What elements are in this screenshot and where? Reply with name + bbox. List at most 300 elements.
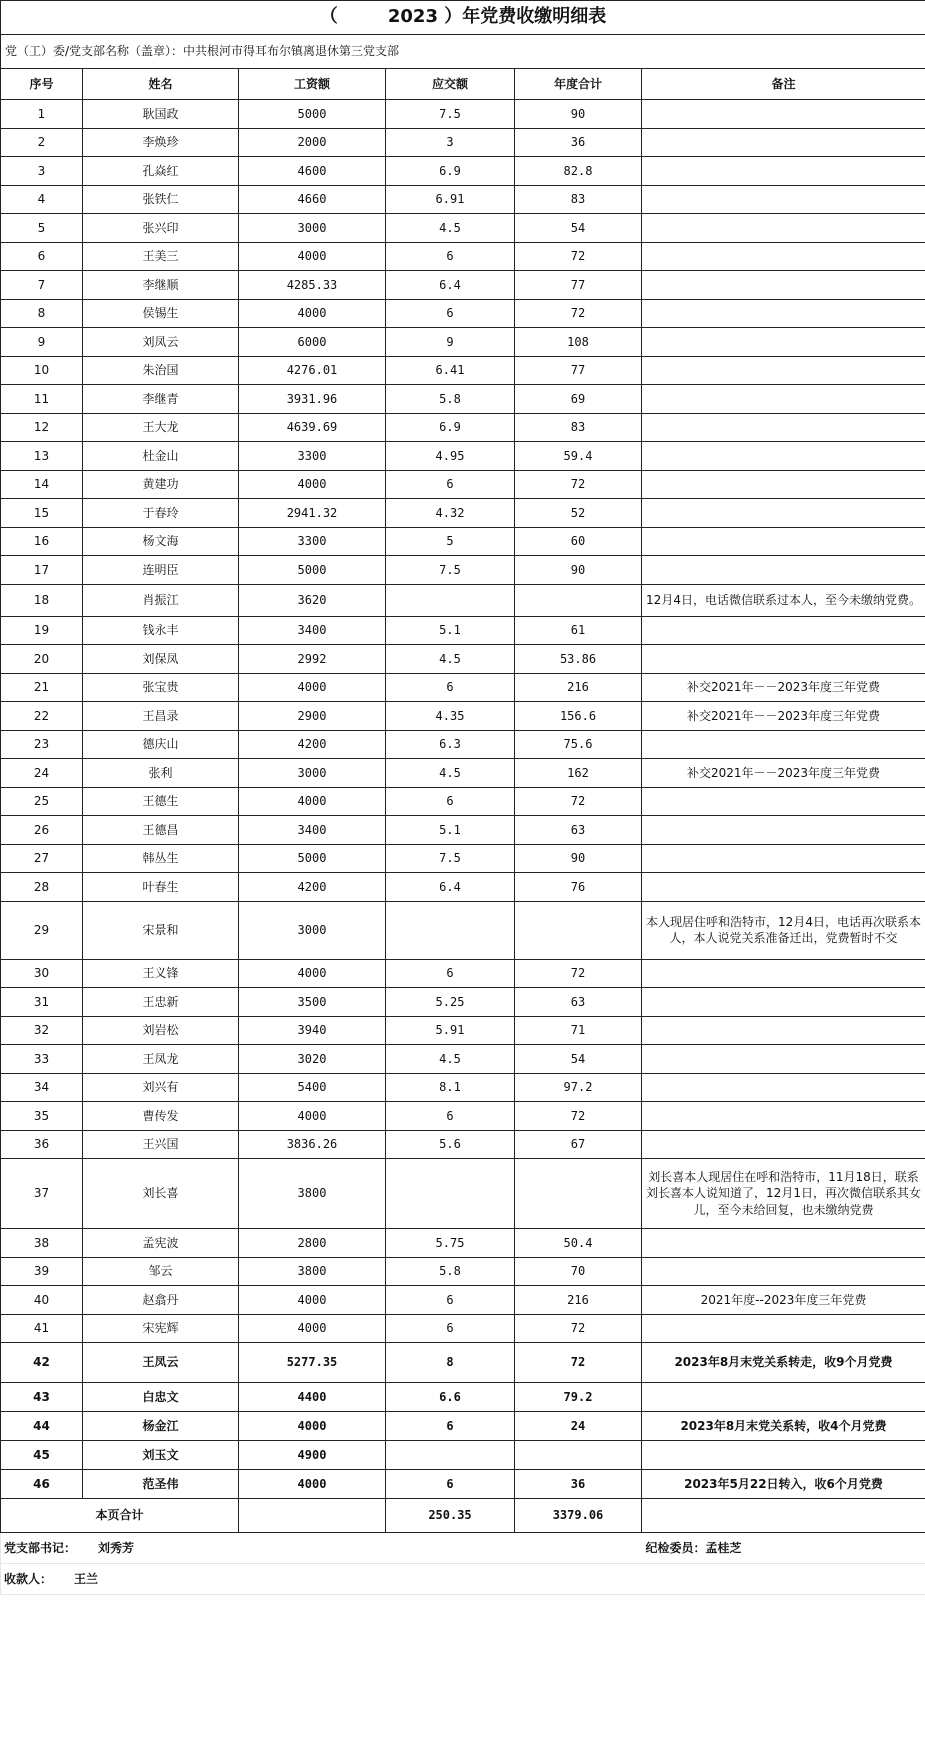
row-name: 王兴国 [83,1130,239,1159]
row-due: 6.4 [386,271,515,300]
row-total: 90 [515,844,642,873]
summary-row [1,1499,925,1533]
row-salary: 3400 [239,816,386,845]
row-due: 8 [386,1343,515,1383]
row-due: 7.5 [386,556,515,585]
row-name: 赵翕丹 [83,1286,239,1315]
row-total: 97.2 [515,1073,642,1102]
row-no: 11 [1,385,83,414]
row-note: 2023年8月末党关系转，收4个月党费 [642,1412,925,1441]
row-salary: 4285.33 [239,271,386,300]
row-due: 5.25 [386,988,515,1017]
inspector-cell [642,1533,925,1564]
row-total: 90 [515,100,642,129]
row-no: 8 [1,299,83,328]
row-no: 28 [1,873,83,902]
row-total: 216 [515,1286,642,1315]
row-note: 12月4日，电话微信联系过本人，至今未缴纳党费。 [642,584,925,616]
row-no: 40 [1,1286,83,1315]
row-no: 36 [1,1130,83,1159]
row-due: 6 [386,1412,515,1441]
row-salary: 4000 [239,1314,386,1343]
row-name: 朱治国 [83,356,239,385]
row-due: 6 [386,1286,515,1315]
row-total: 63 [515,816,642,845]
table-row [1,470,925,499]
sig-blank-2 [515,1533,642,1564]
row-name: 连明臣 [83,556,239,585]
row-total: 90 [515,556,642,585]
table-row [1,1286,925,1315]
row-salary: 4000 [239,673,386,702]
row-note [642,299,925,328]
row-total: 70 [515,1257,642,1286]
row-no: 1 [1,100,83,129]
row-salary: 3931.96 [239,385,386,414]
row-name: 宋景和 [83,901,239,959]
row-note [642,1229,925,1258]
header-no: 序号 [1,69,83,100]
row-salary: 4000 [239,470,386,499]
row-salary: 3500 [239,988,386,1017]
table-row [1,128,925,157]
row-name: 德庆山 [83,730,239,759]
row-no: 27 [1,844,83,873]
row-note [642,1257,925,1286]
row-no: 26 [1,816,83,845]
row-due: 6.91 [386,185,515,214]
summary-total: 3379.06 [515,1499,642,1533]
table-row [1,787,925,816]
row-total: 72 [515,959,642,988]
row-name: 韩丛生 [83,844,239,873]
row-note [642,1383,925,1412]
row-total: 72 [515,242,642,271]
table-row [1,702,925,731]
row-salary: 4000 [239,1102,386,1131]
row-salary: 4200 [239,730,386,759]
row-due: 5.6 [386,1130,515,1159]
row-no: 16 [1,527,83,556]
row-no: 4 [1,185,83,214]
table-row [1,1314,925,1343]
table-row [1,1016,925,1045]
row-name: 王凤龙 [83,1045,239,1074]
row-no: 42 [1,1343,83,1383]
row-note: 2021年度--2023年度三年党费 [642,1286,925,1315]
row-name: 王昌录 [83,702,239,731]
table-row [1,759,925,788]
row-note [642,988,925,1017]
row-total: 69 [515,385,642,414]
row-due: 4.35 [386,702,515,731]
row-total: 36 [515,128,642,157]
row-no: 31 [1,988,83,1017]
row-total: 72 [515,470,642,499]
row-name: 张利 [83,759,239,788]
row-due: 6 [386,1314,515,1343]
row-name: 王大龙 [83,413,239,442]
row-due: 8.1 [386,1073,515,1102]
row-total: 72 [515,299,642,328]
row-no: 12 [1,413,83,442]
secretary-label: 党支部书记： [4,1540,77,1555]
row-salary: 5000 [239,844,386,873]
row-note [642,470,925,499]
row-total: 108 [515,328,642,357]
row-salary: 3800 [239,1257,386,1286]
table-row [1,816,925,845]
sig-blank-5 [642,1564,925,1595]
table-row [1,527,925,556]
row-due: 5.91 [386,1016,515,1045]
row-due: 6 [386,470,515,499]
row-due [386,584,515,616]
row-no: 33 [1,1045,83,1074]
table-row [1,844,925,873]
row-salary: 4900 [239,1441,386,1470]
table-row [1,100,925,129]
row-salary: 3300 [239,527,386,556]
row-note [642,1102,925,1131]
row-due: 6 [386,673,515,702]
row-name: 李继青 [83,385,239,414]
row-salary: 4600 [239,157,386,186]
row-due: 5 [386,527,515,556]
row-salary: 4000 [239,1286,386,1315]
row-no: 38 [1,1229,83,1258]
row-no: 34 [1,1073,83,1102]
table-row [1,499,925,528]
row-total: 83 [515,413,642,442]
row-total: 79.2 [515,1383,642,1412]
row-no: 6 [1,242,83,271]
row-no: 5 [1,214,83,243]
row-no: 41 [1,1314,83,1343]
row-no: 20 [1,645,83,674]
row-total: 82.8 [515,157,642,186]
row-due: 5.75 [386,1229,515,1258]
row-salary: 3400 [239,616,386,645]
row-note [642,816,925,845]
row-due: 5.1 [386,816,515,845]
row-salary: 2900 [239,702,386,731]
row-salary: 2000 [239,128,386,157]
row-total: 59.4 [515,442,642,471]
table-row [1,1045,925,1074]
row-note [642,1314,925,1343]
row-due: 6.4 [386,873,515,902]
table-row [1,1441,925,1470]
row-salary: 4276.01 [239,356,386,385]
row-name: 邹云 [83,1257,239,1286]
row-total [515,1441,642,1470]
row-note [642,385,925,414]
table-row [1,988,925,1017]
table-row [1,673,925,702]
row-no: 45 [1,1441,83,1470]
header-salary: 工资额 [239,69,386,100]
row-due: 6 [386,299,515,328]
table-row [1,271,925,300]
row-no: 9 [1,328,83,357]
table-row [1,901,925,959]
table-row [1,328,925,357]
table-row [1,1159,925,1229]
row-salary: 2941.32 [239,499,386,528]
table-row [1,157,925,186]
row-note [642,959,925,988]
row-note [642,730,925,759]
row-due: 5.1 [386,616,515,645]
row-salary: 3000 [239,214,386,243]
header-name: 姓名 [83,69,239,100]
row-due: 6.6 [386,1383,515,1412]
row-name: 肖振江 [83,584,239,616]
row-note [642,214,925,243]
row-total: 77 [515,271,642,300]
row-due: 7.5 [386,844,515,873]
row-total [515,1159,642,1229]
row-name: 刘长喜 [83,1159,239,1229]
row-total: 72 [515,1343,642,1383]
row-salary: 4200 [239,873,386,902]
row-name: 王义锋 [83,959,239,988]
row-due: 4.5 [386,1045,515,1074]
table-row [1,1343,925,1383]
header-due: 应交额 [386,69,515,100]
row-salary: 5400 [239,1073,386,1102]
row-salary: 3836.26 [239,1130,386,1159]
row-due: 4.5 [386,645,515,674]
sig-blank-4 [515,1564,642,1595]
inspector-name: 孟桂芝 [705,1540,742,1555]
row-name: 刘兴有 [83,1073,239,1102]
row-due: 6.9 [386,157,515,186]
table-row [1,1229,925,1258]
row-total: 60 [515,527,642,556]
page-title: （ 2023 ）年党费收缴明细表 [1,1,925,35]
row-no: 30 [1,959,83,988]
row-no: 35 [1,1102,83,1131]
row-salary: 2992 [239,645,386,674]
row-name: 王忠新 [83,988,239,1017]
row-total [515,584,642,616]
table-row [1,645,925,674]
row-no: 19 [1,616,83,645]
row-name: 孔焱红 [83,157,239,186]
row-total: 54 [515,1045,642,1074]
summary-label: 本页合计 [1,1499,239,1533]
row-total: 61 [515,616,642,645]
row-total: 63 [515,988,642,1017]
table-row [1,584,925,616]
row-no: 44 [1,1412,83,1441]
row-salary: 4660 [239,185,386,214]
row-note [642,1016,925,1045]
row-note [642,527,925,556]
row-no: 18 [1,584,83,616]
row-due: 6 [386,787,515,816]
row-salary: 6000 [239,328,386,357]
row-total: 54 [515,214,642,243]
row-salary: 3020 [239,1045,386,1074]
signature-row-1 [1,1533,925,1564]
row-name: 曹传发 [83,1102,239,1131]
table-row [1,242,925,271]
row-note [642,645,925,674]
summary-note [642,1499,925,1533]
row-note [642,128,925,157]
row-salary: 4000 [239,1470,386,1499]
row-name: 叶春生 [83,873,239,902]
row-note [642,1441,925,1470]
row-no: 32 [1,1016,83,1045]
row-note [642,1045,925,1074]
sig-blank-3 [386,1564,515,1595]
row-no: 22 [1,702,83,731]
row-due: 4.32 [386,499,515,528]
row-note: 刘长喜本人现居住在呼和浩特市，11月18日，联系刘长喜本人说知道了，12月1日，再次微信联系其女儿，至今未给回复，也未缴纳党费 [642,1159,925,1229]
row-salary: 3620 [239,584,386,616]
row-no: 17 [1,556,83,585]
row-name: 范圣伟 [83,1470,239,1499]
row-salary: 3000 [239,901,386,959]
row-name: 王凤云 [83,1343,239,1383]
row-name: 侯锡生 [83,299,239,328]
row-name: 刘岩松 [83,1016,239,1045]
row-due: 5.8 [386,1257,515,1286]
row-due: 4.95 [386,442,515,471]
row-total: 72 [515,1102,642,1131]
table-row [1,1383,925,1412]
row-name: 李继顺 [83,271,239,300]
inspector-label: 纪检委员： [645,1540,706,1555]
row-salary: 4000 [239,959,386,988]
secretary-cell [1,1533,386,1564]
row-note [642,844,925,873]
row-total: 216 [515,673,642,702]
table-row [1,616,925,645]
row-salary: 4000 [239,299,386,328]
row-salary: 4400 [239,1383,386,1412]
row-total: 71 [515,1016,642,1045]
row-no: 29 [1,901,83,959]
row-salary: 5000 [239,556,386,585]
row-salary: 3300 [239,442,386,471]
row-name: 杜金山 [83,442,239,471]
row-name: 宋宪辉 [83,1314,239,1343]
table-row [1,730,925,759]
row-note [642,242,925,271]
row-note [642,442,925,471]
payee-cell [1,1564,386,1595]
row-salary: 3800 [239,1159,386,1229]
row-note [642,787,925,816]
row-note [642,356,925,385]
row-note: 补交2021年－－2023年度三年党费 [642,673,925,702]
org-label: 党（工）委/党支部名称（盖章）：中共根河市得耳布尔镇离退休第三党支部 [1,35,925,69]
row-due [386,1159,515,1229]
row-no: 3 [1,157,83,186]
row-name: 王美三 [83,242,239,271]
row-name: 刘保凤 [83,645,239,674]
table-row [1,385,925,414]
row-no: 37 [1,1159,83,1229]
summary-due: 250.35 [386,1499,515,1533]
row-name: 杨金江 [83,1412,239,1441]
secretary-name: 刘秀芳 [98,1540,135,1555]
row-name: 王德生 [83,787,239,816]
row-note: 2023年5月22日转入，收6个月党费 [642,1470,925,1499]
row-due: 9 [386,328,515,357]
row-no: 7 [1,271,83,300]
row-no: 2 [1,128,83,157]
table-row [1,299,925,328]
row-due: 6 [386,959,515,988]
row-total: 156.6 [515,702,642,731]
table-row [1,185,925,214]
row-due: 6.41 [386,356,515,385]
payee-name: 王兰 [74,1571,99,1586]
row-due: 6 [386,242,515,271]
row-name: 孟宪波 [83,1229,239,1258]
row-due: 6.9 [386,413,515,442]
sig-blank-1 [386,1533,515,1564]
table-row [1,1470,925,1499]
row-total: 77 [515,356,642,385]
row-salary: 3940 [239,1016,386,1045]
row-salary: 4000 [239,1412,386,1441]
row-note: 本人现居住呼和浩特市，12月4日，电话再次联系本人，本人说党关系准备迁出，党费暂时不交 [642,901,925,959]
row-name: 杨文海 [83,527,239,556]
header-note: 备注 [642,69,925,100]
row-name: 刘玉文 [83,1441,239,1470]
table-row [1,1257,925,1286]
row-due: 3 [386,128,515,157]
row-no: 43 [1,1383,83,1412]
table-row [1,1073,925,1102]
row-due: 4.5 [386,759,515,788]
row-note [642,556,925,585]
row-total: 83 [515,185,642,214]
row-total [515,901,642,959]
row-salary: 3000 [239,759,386,788]
row-name: 黄建功 [83,470,239,499]
row-name: 钱永丰 [83,616,239,645]
row-salary: 5000 [239,100,386,129]
row-name: 张铁仁 [83,185,239,214]
payee-label: 收款人： [4,1571,53,1586]
summary-salary [239,1499,386,1533]
row-salary: 5277.35 [239,1343,386,1383]
row-no: 13 [1,442,83,471]
table-row [1,873,925,902]
row-no: 14 [1,470,83,499]
row-due [386,901,515,959]
row-no: 21 [1,673,83,702]
row-name: 于春玲 [83,499,239,528]
row-due: 5.8 [386,385,515,414]
row-note [642,1073,925,1102]
row-note [642,100,925,129]
table-row [1,442,925,471]
row-note [642,499,925,528]
row-note [642,328,925,357]
row-salary: 4000 [239,242,386,271]
row-due: 6 [386,1470,515,1499]
table-row [1,413,925,442]
